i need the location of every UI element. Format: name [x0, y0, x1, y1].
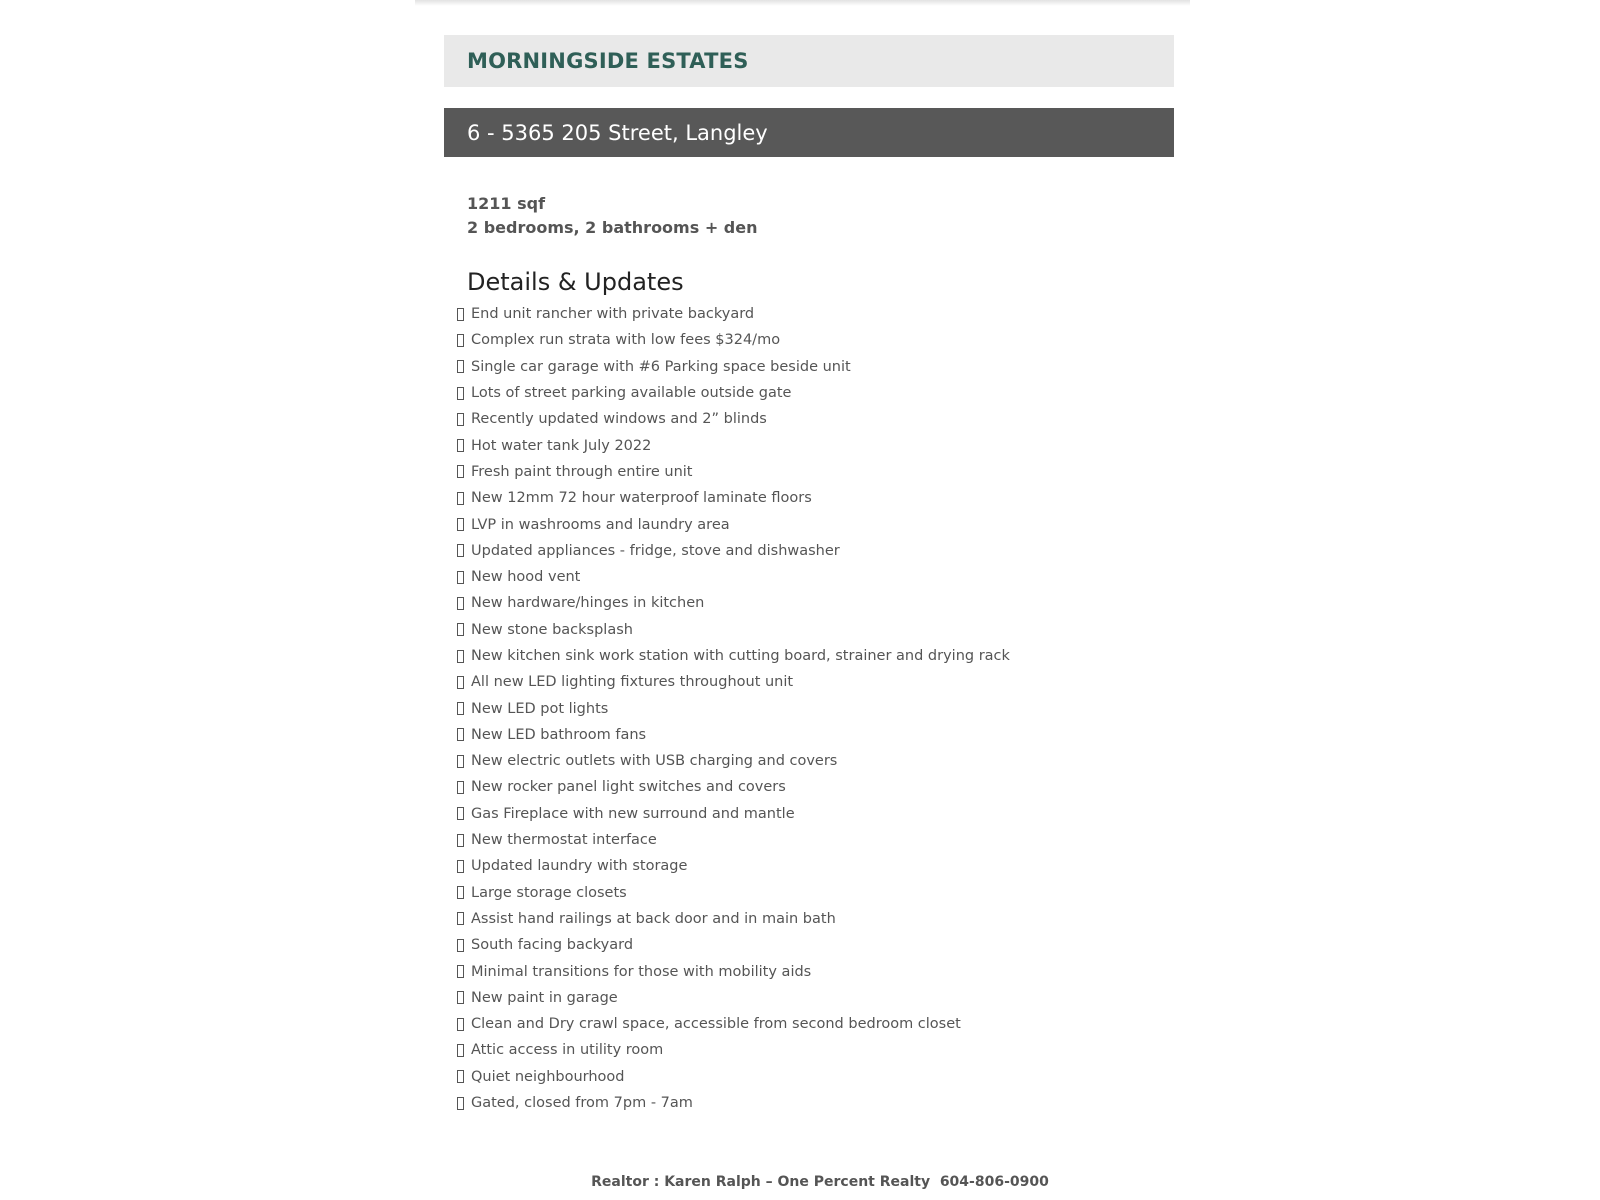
bullet-box-icon — [457, 544, 464, 557]
feature-text: Fresh paint through entire unit — [471, 463, 693, 480]
list-item — [457, 1090, 1174, 1116]
list-item — [457, 932, 1174, 958]
bullet-box-icon — [457, 387, 464, 400]
bullet-box-icon — [457, 676, 464, 689]
feature-text: New LED bathroom fans — [471, 726, 647, 743]
list-item — [457, 774, 1174, 800]
bullet-box-icon — [457, 991, 464, 1004]
list-item — [457, 1011, 1174, 1037]
feature-text: New hood vent — [471, 569, 581, 586]
list-item — [457, 1064, 1174, 1090]
bullet-box-icon — [457, 886, 464, 899]
list-item — [457, 695, 1174, 721]
feature-text: Assist hand railings at back door and in main bath — [471, 910, 836, 927]
feature-text: Hot water tank July 2022 — [471, 437, 652, 454]
feature-text: New stone backsplash — [471, 621, 633, 638]
feature-text: Large storage closets — [471, 884, 627, 901]
bullet-box-icon — [457, 465, 464, 478]
list-item — [457, 511, 1174, 537]
feature-text: Complex run strata with low fees $324/mo — [471, 332, 781, 349]
feature-text: Clean and Dry crawl space, accessible from second bedroom closet — [471, 1016, 961, 1033]
list-item — [457, 853, 1174, 879]
bullet-box-icon — [457, 912, 464, 925]
feature-text: New kitchen sink work station with cutting board, strainer and drying rack — [471, 648, 1010, 664]
feature-text: End unit rancher with private backyard — [471, 306, 755, 323]
document-page — [444, 35, 1174, 1200]
list-item — [457, 722, 1174, 748]
section-heading: Details & Updates — [467, 268, 684, 296]
bullet-box-icon — [457, 492, 464, 505]
list-item — [457, 985, 1174, 1011]
feature-text: New rocker panel light switches and covers — [471, 779, 786, 796]
list-item — [457, 669, 1174, 695]
list-item — [457, 617, 1174, 643]
feature-text: Updated appliances - fridge, stove and dishwasher — [471, 542, 840, 559]
address-banner — [444, 108, 1174, 157]
bullet-box-icon — [457, 755, 464, 768]
list-item — [457, 354, 1174, 380]
bullet-box-icon — [457, 334, 464, 347]
bullet-box-icon — [457, 571, 464, 584]
list-item — [457, 880, 1174, 906]
bullet-box-icon — [457, 597, 464, 610]
list-item — [457, 301, 1174, 327]
feature-text: All new LED lighting fixtures throughout unit — [471, 674, 794, 691]
feature-list — [444, 301, 1174, 1116]
list-item — [457, 748, 1174, 774]
feature-text: Minimal transitions for those with mobility aids — [471, 963, 812, 980]
bullet-box-icon — [457, 650, 464, 663]
bullet-box-icon — [457, 518, 464, 531]
list-item — [457, 801, 1174, 827]
bullet-box-icon — [457, 728, 464, 741]
feature-text: Single car garage with #6 Parking space beside unit — [471, 358, 851, 375]
feature-text: Gas Fireplace with new surround and mantle — [471, 805, 795, 822]
list-item — [457, 485, 1174, 511]
feature-text: Lots of street parking available outside gate — [471, 385, 792, 402]
list-item — [457, 958, 1174, 984]
feature-text: New hardware/hinges in kitchen — [471, 595, 705, 612]
feature-text: South facing backyard — [471, 937, 634, 954]
list-item — [457, 590, 1174, 616]
feature-text: Recently updated windows and 2” blinds — [471, 411, 767, 428]
bullet-box-icon — [457, 1097, 464, 1110]
feature-text: Updated laundry with storage — [471, 858, 688, 875]
bullet-box-icon — [457, 1070, 464, 1083]
bullet-box-icon — [457, 781, 464, 794]
realtor-footer: Realtor : Karen Ralph – One Percent Realty 604-806-0900 — [591, 1174, 1049, 1190]
bullet-box-icon — [457, 360, 464, 373]
property-specs — [444, 192, 1174, 240]
bullet-box-icon — [457, 413, 464, 426]
room-count: 2 bedrooms, 2 bathrooms + den — [467, 218, 758, 237]
feature-text: Gated, closed from 7pm - 7am — [471, 1095, 693, 1112]
feature-text: New thermostat interface — [471, 832, 657, 849]
property-address: 6 - 5365 205 Street, Langley — [467, 120, 768, 145]
feature-text: New paint in garage — [471, 989, 618, 1006]
list-item — [457, 327, 1174, 353]
page-top-shadow — [415, 0, 1190, 6]
bullet-box-icon — [457, 623, 464, 636]
list-item — [457, 538, 1174, 564]
list-item — [457, 827, 1174, 853]
bullet-box-icon — [457, 1044, 464, 1057]
feature-text: LVP in washrooms and laundry area — [471, 516, 730, 533]
bullet-box-icon — [457, 965, 464, 978]
feature-text: Attic access in utility room — [471, 1042, 664, 1059]
estate-banner — [444, 35, 1174, 87]
list-item — [457, 1037, 1174, 1063]
list-item — [457, 906, 1174, 932]
list-item — [457, 432, 1174, 458]
bullet-box-icon — [457, 1018, 464, 1031]
feature-text: New LED pot lights — [471, 700, 609, 717]
bullet-box-icon — [457, 308, 464, 321]
list-item — [457, 406, 1174, 432]
list-item — [457, 643, 1174, 669]
bullet-box-icon — [457, 807, 464, 820]
feature-text: New 12mm 72 hour waterproof laminate floors — [471, 490, 812, 507]
bullet-box-icon — [457, 939, 464, 952]
feature-text: New electric outlets with USB charging and covers — [471, 753, 838, 770]
list-item — [457, 564, 1174, 590]
bullet-box-icon — [457, 860, 464, 873]
list-item — [457, 459, 1174, 485]
bullet-box-icon — [457, 702, 464, 715]
estate-name: MORNINGSIDE ESTATES — [467, 49, 749, 73]
floor-area: 1211 sqf — [467, 194, 546, 213]
list-item — [457, 380, 1174, 406]
bullet-box-icon — [457, 439, 464, 452]
feature-text: Quiet neighbourhood — [471, 1068, 625, 1085]
bullet-box-icon — [457, 834, 464, 847]
